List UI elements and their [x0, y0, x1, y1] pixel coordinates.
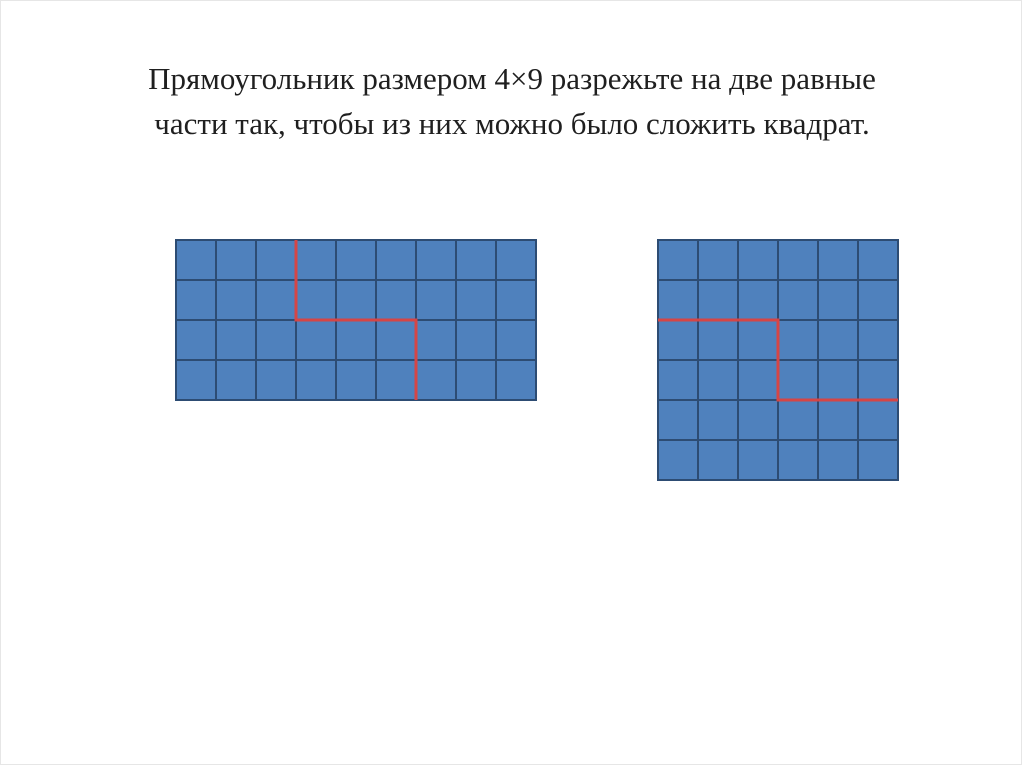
grid-cell — [176, 320, 216, 360]
grid-cell — [738, 400, 778, 440]
grid-cell — [778, 440, 818, 480]
grid-cell — [336, 240, 376, 280]
rectangle-4x9-grid — [174, 238, 538, 402]
grid-cell — [296, 280, 336, 320]
grid-cell — [858, 400, 898, 440]
grid-cell — [176, 360, 216, 400]
grid-cell — [336, 360, 376, 400]
grid-cell — [778, 280, 818, 320]
grid-cell — [336, 320, 376, 360]
grid-cell — [376, 320, 416, 360]
grid-cell — [738, 320, 778, 360]
grid-cell — [738, 240, 778, 280]
grid-cell — [296, 320, 336, 360]
grid-cell — [858, 320, 898, 360]
grid-cell — [778, 400, 818, 440]
grid-cell — [698, 280, 738, 320]
grid-cell — [818, 280, 858, 320]
grid-cell — [296, 360, 336, 400]
grid-cell — [818, 320, 858, 360]
task-text-line-2: части так, чтобы из них можно было сложить квадрат. — [154, 106, 870, 141]
grid-cell — [456, 280, 496, 320]
grid-cell — [658, 440, 698, 480]
grid-cell — [456, 360, 496, 400]
grid-cell — [336, 280, 376, 320]
task-text — [60, 56, 964, 146]
grid-cell — [496, 360, 536, 400]
grid-cell — [416, 320, 456, 360]
grid-cell — [296, 240, 336, 280]
grid-cell — [738, 280, 778, 320]
grid-cell — [496, 280, 536, 320]
grid-cell — [216, 280, 256, 320]
grid-cell — [738, 360, 778, 400]
grid-cell — [496, 320, 536, 360]
grid-cell — [778, 240, 818, 280]
grid-cell — [658, 360, 698, 400]
grid-cell — [738, 440, 778, 480]
grid-cell — [496, 240, 536, 280]
grid-cell — [376, 360, 416, 400]
grid-cell — [698, 440, 738, 480]
grid-cell — [216, 240, 256, 280]
grid-cell — [658, 400, 698, 440]
grid-cell — [416, 360, 456, 400]
task-text-line-1: Прямоугольник размером 4×9 разрежьте на две равные — [148, 61, 876, 96]
grid-cell — [818, 400, 858, 440]
grid-cell — [778, 320, 818, 360]
grid-cell — [818, 240, 858, 280]
grid-cell — [176, 280, 216, 320]
grid-cell — [778, 360, 818, 400]
grid-cell — [658, 240, 698, 280]
grid-cell — [698, 240, 738, 280]
grid-cell — [376, 240, 416, 280]
grid-cell — [216, 360, 256, 400]
grid-cell — [658, 280, 698, 320]
square-6x6-grid — [656, 238, 900, 482]
grid-cell — [698, 320, 738, 360]
grid-cell — [176, 240, 216, 280]
grid-cell — [456, 240, 496, 280]
grid-cell — [698, 400, 738, 440]
grid-cell — [416, 240, 456, 280]
grid-cell — [818, 440, 858, 480]
grid-cell — [858, 280, 898, 320]
grid-cell — [456, 320, 496, 360]
grid-cell — [698, 360, 738, 400]
grid-cell — [658, 320, 698, 360]
grid-cell — [256, 320, 296, 360]
grid-cell — [858, 240, 898, 280]
grid-cell — [256, 280, 296, 320]
grid-cell — [818, 360, 858, 400]
grid-cell — [416, 280, 456, 320]
grid-cell — [216, 320, 256, 360]
grid-cell — [858, 440, 898, 480]
grid-cell — [376, 280, 416, 320]
grid-cell — [256, 240, 296, 280]
grid-cell — [256, 360, 296, 400]
grid-cell — [858, 360, 898, 400]
